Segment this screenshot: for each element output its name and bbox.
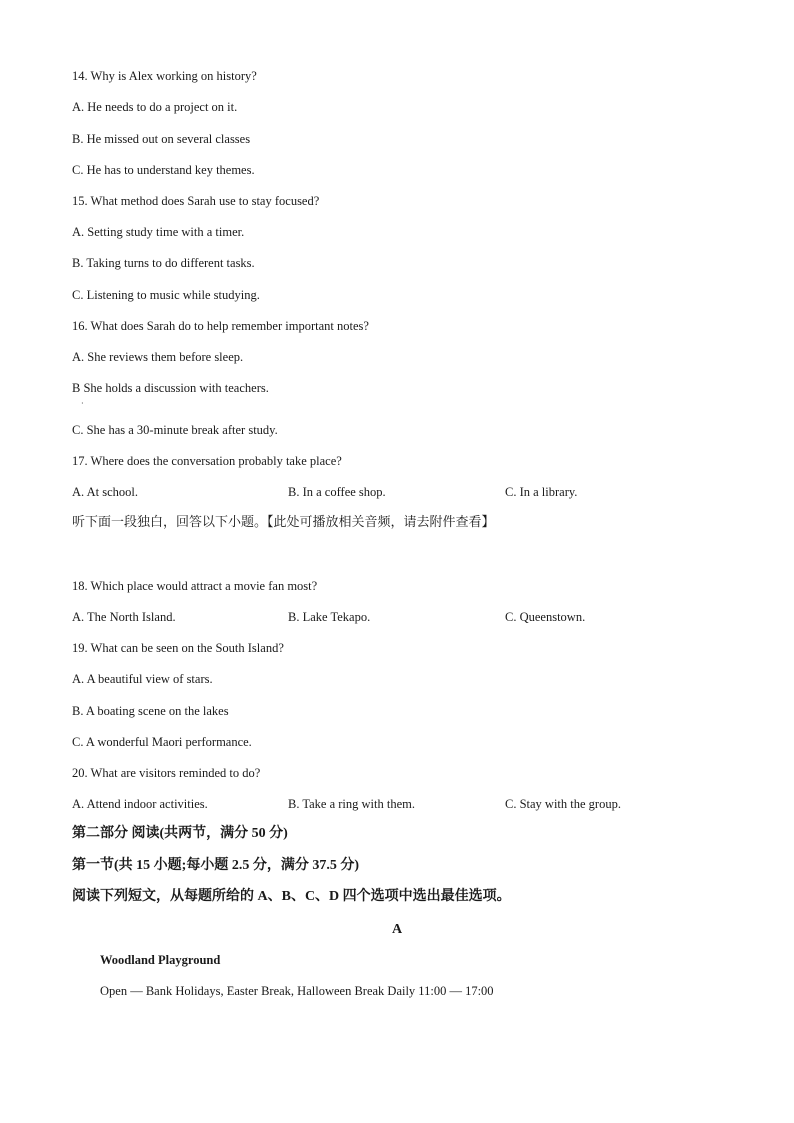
reading-instruction: 阅读下列短文，从每题所给的 A、B、C、D 四个选项中选出最佳选项。: [72, 889, 511, 904]
stray-dot: ·: [81, 399, 84, 408]
option-15c: C. Listening to music while studying.: [72, 288, 260, 302]
option-15b: B. Taking turns to do different tasks.: [72, 256, 255, 270]
question-15: 15. What method does Sarah use to stay focused?: [72, 194, 320, 208]
option-17b: B. In a coffee shop.: [288, 485, 386, 499]
question-20: 20. What are visitors reminded to do?: [72, 766, 261, 780]
question-14: 14. Why is Alex working on history?: [72, 69, 257, 83]
option-19c: C. A wonderful Maori performance.: [72, 735, 252, 749]
option-14a: A. He needs to do a project on it.: [72, 100, 238, 114]
option-20a: A. Attend indoor activities.: [72, 797, 208, 811]
option-20c: C. Stay with the group.: [505, 797, 621, 811]
option-18a: A. The North Island.: [72, 610, 176, 624]
option-18b: B. Lake Tekapo.: [288, 610, 371, 624]
option-16c: C. She has a 30-minute break after study.: [72, 423, 278, 437]
listening-instruction: 听下面一段独白，回答以下小题。【此处可播放相关音频，请去附件查看】: [72, 515, 495, 530]
passage-line-1: Open — Bank Holidays, Easter Break, Halloween Break Daily 11:00 — 17:00: [100, 984, 494, 998]
question-19: 19. What can be seen on the South Island?: [72, 641, 284, 655]
option-17a: A. At school.: [72, 485, 138, 499]
option-16b: B She holds a discussion with teachers.: [72, 381, 269, 395]
part2-title: 第二部分 阅读(共两节，满分 50 分): [72, 826, 288, 841]
question-17: 17. Where does the conversation probably take place?: [72, 454, 342, 468]
option-19a: A. A beautiful view of stars.: [72, 672, 213, 686]
option-20b: B. Take a ring with them.: [288, 797, 415, 811]
passage-title: Woodland Playground: [100, 953, 221, 967]
section1-title: 第一节(共 15 小题;每小题 2.5 分，满分 37.5 分): [72, 858, 359, 873]
option-18c: C. Queenstown.: [505, 610, 586, 624]
question-18: 18. Which place would attract a movie fan most?: [72, 579, 318, 593]
option-15a: A. Setting study time with a timer.: [72, 225, 245, 239]
option-14c: C. He has to understand key themes.: [72, 163, 255, 177]
option-14b: B. He missed out on several classes: [72, 132, 251, 146]
option-17c: C. In a library.: [505, 485, 578, 499]
option-16a: A. She reviews them before sleep.: [72, 350, 244, 364]
option-19b: B. A boating scene on the lakes: [72, 704, 229, 718]
question-16: 16. What does Sarah do to help remember important notes?: [72, 319, 369, 333]
passage-label: A: [391, 922, 403, 937]
